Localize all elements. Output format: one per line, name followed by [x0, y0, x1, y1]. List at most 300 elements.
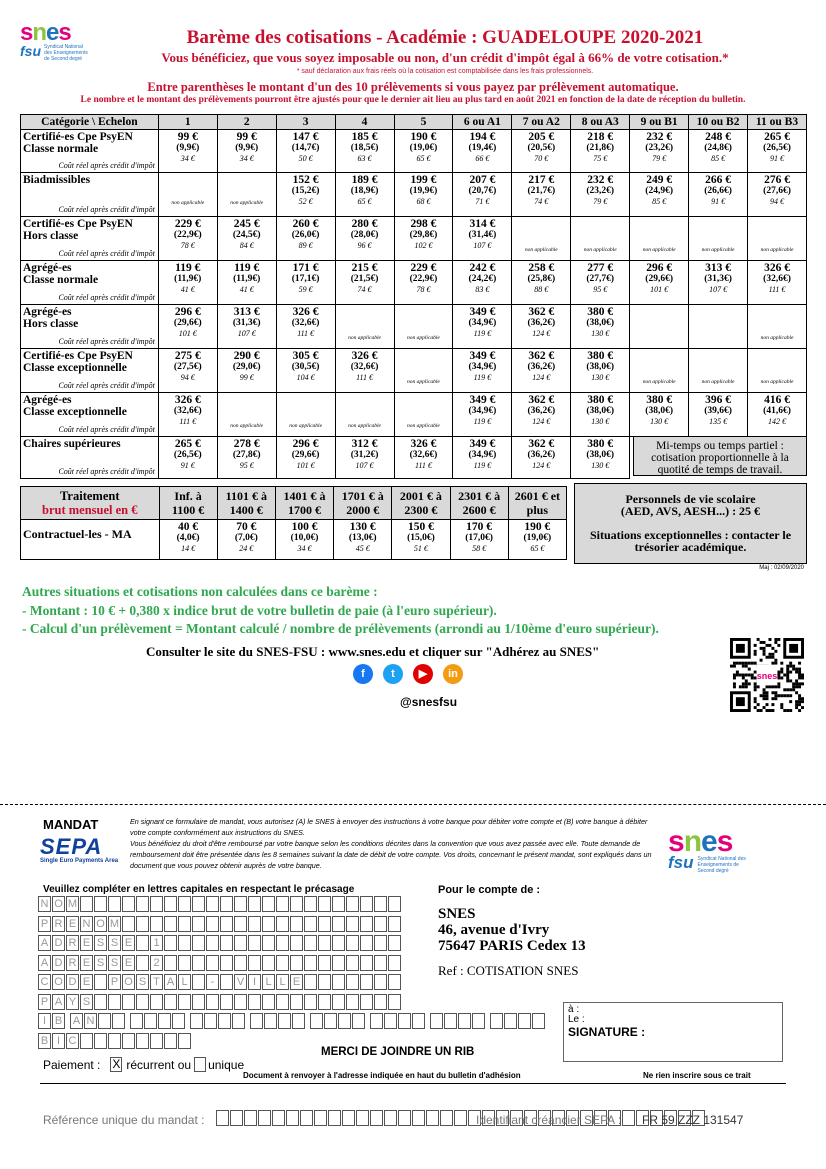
fee-value: 326 €	[764, 262, 790, 274]
category-cell	[21, 349, 159, 393]
consult-line: Consulter le site du SNES-FSU : www.snes.edu et cliquer sur "Adhérez au SNES"	[146, 644, 600, 659]
value-cell	[748, 393, 807, 437]
char-box: S	[136, 974, 149, 990]
field-row[interactable]	[38, 1013, 558, 1033]
value-cell	[217, 437, 276, 479]
qr-module	[754, 653, 757, 656]
value-cell	[158, 393, 217, 437]
qr-module	[792, 682, 795, 685]
char-box	[412, 1013, 425, 1029]
credit-label: Coût réel après crédit d'impôt	[58, 337, 155, 346]
contract-col: Inf. à 1100 €	[159, 487, 217, 520]
fee-value: 190 €	[524, 521, 551, 533]
char-box: E	[66, 916, 79, 932]
twitter-icon[interactable]: t	[383, 664, 403, 684]
qr-module	[795, 671, 798, 674]
char-box	[108, 1033, 121, 1049]
ref-char-box	[300, 1110, 313, 1126]
value-cell	[689, 217, 748, 261]
char-box	[360, 896, 373, 912]
real-cost-value: 130 €	[650, 417, 669, 426]
char-box: C	[66, 1033, 79, 1049]
char-box: S	[94, 955, 107, 971]
char-box: P	[38, 994, 51, 1010]
char-box	[234, 896, 247, 912]
fee-value: 258 €	[528, 262, 555, 274]
qr-module	[751, 676, 754, 679]
le-label: Le :	[568, 1014, 585, 1025]
value-cell	[630, 393, 689, 437]
real-cost-value: 119 €	[473, 417, 492, 426]
qr-module	[730, 665, 733, 668]
ref-char-box	[622, 1110, 635, 1126]
qr-module	[766, 703, 769, 706]
not-applicable: non applicable	[171, 200, 205, 206]
installment-value: (19,0€)	[523, 533, 552, 543]
ref-char-box	[342, 1110, 355, 1126]
qr-module	[766, 697, 769, 700]
qr-module	[795, 679, 798, 682]
ref-char-box	[356, 1110, 369, 1126]
qr-module	[760, 641, 763, 644]
fee-value: 313 €	[233, 306, 260, 318]
char-box	[332, 994, 345, 1010]
field-row[interactable]	[38, 1033, 558, 1053]
category-sublabel: Classe exceptionnelle	[23, 406, 127, 418]
real-cost-value: 130 €	[591, 329, 610, 338]
qr-module	[786, 671, 789, 674]
field-row[interactable]	[38, 994, 558, 1014]
char-box	[130, 1013, 143, 1029]
installment-value: (26,5€)	[763, 143, 791, 153]
facebook-icon[interactable]: f	[353, 664, 373, 684]
qr-module	[801, 700, 804, 703]
not-applicable: non applicable	[407, 423, 440, 429]
installment-value: (32,6€)	[173, 406, 202, 416]
char-box	[360, 955, 373, 971]
snes-logo-mandate: snes fsu Syndicat National des Enseignements de Second degré	[668, 828, 788, 884]
char-box	[346, 994, 359, 1010]
fee-value: 40 €	[178, 521, 199, 533]
char-box	[388, 935, 401, 951]
fee-value: 242 €	[469, 262, 496, 274]
other-line-1: - Montant : 10 € + 0,380 x indice brut de votre bulletin de paie (à l'euro supérieur).	[22, 603, 497, 618]
fee-value: 229 €	[174, 218, 201, 230]
real-cost-value: 59 €	[298, 285, 313, 294]
mandate-ref-label: Référence unique du mandat :	[43, 1113, 205, 1127]
fee-value: 312 €	[351, 438, 378, 450]
qr-module	[795, 703, 798, 706]
ref-char-box	[244, 1110, 257, 1126]
char-box	[346, 974, 359, 990]
char-box: A	[38, 955, 51, 971]
real-cost-value: 96 €	[357, 241, 372, 250]
char-box: N	[80, 916, 93, 932]
qr-module	[763, 641, 766, 644]
char-box	[352, 1013, 365, 1029]
qr-code[interactable]	[730, 638, 804, 712]
qr-module	[786, 694, 789, 697]
value-cell	[689, 173, 748, 217]
char-box: S	[80, 994, 93, 1010]
char-box	[122, 1033, 135, 1049]
qr-module	[786, 665, 789, 668]
char-box	[220, 916, 233, 932]
field-row[interactable]	[38, 896, 558, 916]
installment-value: (29,0€)	[232, 362, 261, 372]
value-cell	[394, 261, 453, 305]
contract-value-cell	[334, 520, 392, 560]
real-cost-value: 135 €	[709, 417, 728, 426]
value-cell	[630, 130, 689, 173]
installment-value: (25,8€)	[527, 274, 556, 284]
fee-value: 147 €	[292, 131, 319, 143]
real-cost-value: 124 €	[532, 373, 551, 382]
value-cell	[512, 305, 571, 349]
other-title: Autres situations et cotisations non calculées dans ce barème :	[22, 584, 378, 599]
qr-module	[798, 709, 801, 712]
credit-label: Coût réel après crédit d'impôt	[58, 293, 155, 302]
char-box	[332, 974, 345, 990]
char-box	[324, 1013, 337, 1029]
installment-value: (36,2€)	[527, 362, 556, 372]
char-box	[290, 935, 303, 951]
linkedin-icon[interactable]: in	[443, 664, 463, 684]
char-box	[164, 896, 177, 912]
real-cost-value: 107 €	[709, 285, 728, 294]
fee-value: 99 €	[177, 131, 198, 143]
char-box	[332, 896, 345, 912]
table-row	[21, 305, 807, 349]
installment-value: (24,9€)	[645, 186, 673, 196]
category-label: Agrégé-es	[23, 262, 72, 274]
ref-char-box	[230, 1110, 243, 1126]
installment-value: (24,8€)	[704, 143, 732, 153]
real-cost-value: 107 €	[237, 329, 256, 338]
qr-module	[748, 674, 751, 677]
real-cost-value: 130 €	[591, 373, 610, 382]
installment-value: (19,0€)	[409, 143, 438, 153]
fee-value: 130 €	[349, 521, 376, 533]
char-box	[384, 1013, 397, 1029]
installment-value: (36,2€)	[527, 318, 556, 328]
value-cell	[394, 217, 453, 261]
char-box: E	[80, 974, 93, 990]
recurrent-checkbox[interactable]: X	[112, 1057, 121, 1071]
qr-module	[771, 691, 774, 694]
not-applicable: non applicable	[760, 379, 794, 385]
qr-module	[757, 709, 760, 712]
installment-value: (39,6€)	[704, 406, 732, 416]
fee-value: 232 €	[646, 131, 673, 143]
fee-value: 194 €	[469, 131, 496, 143]
echelon-header: 7 ou A2	[512, 115, 571, 130]
real-cost-value: 41 €	[180, 285, 195, 294]
value-cell	[512, 261, 571, 305]
value-cell	[217, 349, 276, 393]
char-box: M	[109, 917, 120, 930]
installment-value: (29,6€)	[173, 318, 202, 328]
value-cell	[453, 305, 512, 349]
return-note: Document à renvoyer à l'adresse indiquée en haut du bulletin d'adhésion	[243, 1071, 521, 1080]
installment-value: (29,8€)	[409, 230, 438, 240]
fee-value: 119 €	[234, 262, 260, 274]
unique-label: unique	[208, 1057, 245, 1072]
value-cell	[158, 349, 217, 393]
fee-value: 314 €	[469, 218, 496, 230]
qr-module	[777, 674, 780, 677]
real-cost-value: 107 €	[473, 241, 492, 250]
fee-value: 266 €	[705, 174, 731, 186]
char-box	[276, 916, 289, 932]
signature-box[interactable]	[563, 1002, 783, 1062]
char-box: A	[70, 1013, 83, 1029]
qr-module	[745, 682, 748, 685]
qr-module	[786, 668, 789, 671]
qr-module	[792, 665, 795, 668]
real-cost-value: 142 €	[768, 417, 787, 426]
ref-char-box	[314, 1110, 327, 1126]
fee-value: 326 €	[292, 306, 319, 318]
mandate-ref-boxes[interactable]	[216, 1110, 706, 1128]
char-box	[472, 1013, 485, 1029]
echelon-header: 11 ou B3	[748, 115, 807, 130]
qr-module	[783, 674, 786, 677]
char-box	[80, 1033, 93, 1049]
qr-module	[789, 688, 792, 691]
fee-value: 296 €	[174, 306, 201, 318]
char-box	[304, 935, 317, 951]
separator	[40, 1083, 786, 1084]
value-cell	[217, 261, 276, 305]
qr-module	[763, 706, 766, 709]
qr-module	[798, 671, 801, 674]
char-box: D	[52, 935, 65, 951]
real-cost-value: 83 €	[475, 285, 490, 294]
char-box	[374, 916, 387, 932]
value-cell	[394, 393, 453, 437]
char-box	[192, 935, 205, 951]
value-cell	[571, 393, 630, 437]
qr-module	[798, 685, 801, 688]
qr-module	[766, 691, 769, 694]
not-applicable: non applicable	[407, 379, 440, 385]
mandate-text-1: En signant ce formulaire de mandat, vous autorisez (A) le SNES à envoyer des instructions à votre banque pour débiter votre compte et (B) votre banque à débiter votre compte conformément aux instructions du SNES.	[130, 817, 648, 837]
installment-value: (32,6€)	[409, 450, 438, 460]
page-title: Barème des cotisations - Académie : GUADELOUPE 2020-2021	[186, 27, 704, 48]
qr-module	[795, 706, 798, 709]
installment-value: (26,5€)	[173, 450, 202, 460]
char-box	[332, 955, 345, 971]
qr-module	[763, 653, 766, 656]
real-cost-value: 91 €	[770, 154, 785, 163]
char-box	[150, 896, 163, 912]
value-cell	[217, 130, 276, 173]
qr-module	[736, 674, 739, 677]
logo-fsu: fsu	[20, 43, 41, 59]
char-box	[234, 935, 247, 951]
qr-module	[789, 700, 792, 703]
char-box	[290, 994, 303, 1010]
unique-checkbox[interactable]	[194, 1057, 206, 1072]
char-box	[262, 955, 275, 971]
qr-module	[774, 697, 777, 700]
not-applicable: non applicable	[760, 247, 794, 253]
char-box	[388, 896, 401, 912]
fee-value: 265 €	[174, 438, 201, 450]
installment-value: (20,7€)	[468, 186, 497, 196]
char-box: O	[52, 896, 65, 912]
real-cost-value: 124 €	[532, 329, 551, 338]
char-box	[278, 1013, 291, 1029]
youtube-icon[interactable]: ▶	[413, 664, 433, 684]
char-box: R	[52, 916, 65, 932]
footnote: * sauf déclaration aux frais réels où la cotisation est comptabilisée dans les frais professionnels.	[296, 68, 594, 75]
credit-label: Coût réel après crédit d'impôt	[58, 425, 155, 434]
installment-value: (18,9€)	[350, 186, 379, 196]
char-box: A	[38, 935, 51, 951]
sepa-subtitle: Single Euro Payments Area	[40, 858, 119, 864]
real-cost-value: 107 €	[355, 461, 374, 470]
char-box	[164, 1033, 177, 1049]
value-cell	[335, 130, 394, 173]
value-cell	[453, 261, 512, 305]
char-box: T	[150, 974, 163, 990]
char-box	[136, 935, 149, 951]
installment-value: (9,9€)	[176, 143, 200, 153]
value-cell	[571, 217, 630, 261]
qr-module	[780, 662, 783, 665]
installment-value: (11,9€)	[233, 274, 261, 284]
char-box	[304, 916, 317, 932]
char-box	[164, 916, 177, 932]
char-box	[360, 935, 373, 951]
char-box: P	[108, 974, 121, 990]
table-row	[21, 349, 807, 393]
creditor-name: SNES	[438, 906, 476, 922]
not-applicable: non applicable	[583, 247, 617, 253]
qr-module	[733, 676, 736, 679]
qr-module	[798, 697, 801, 700]
char-box	[178, 896, 191, 912]
category-sublabel: Classe normale	[23, 143, 99, 155]
mandate-text-2: Vous bénéficiez du droit d'être remboursé par votre banque selon les conditions décrites dans la convention que vous avez passée avec elle. Toute demande de remboursement doit être présentée dans les 8 semaines suivant la date de débit de votre compte. Vos droits, concernant le présent mandat, sont expliqués dans un document que vous pouvez obtenir auprès de votre banque.	[130, 839, 652, 870]
qr-module	[748, 662, 751, 665]
value-cell	[571, 305, 630, 349]
char-box: E	[80, 935, 93, 951]
char-box	[290, 896, 303, 912]
value-cell	[689, 261, 748, 305]
char-box	[338, 1013, 351, 1029]
char-box: E	[290, 974, 303, 990]
real-cost-value: 65 €	[530, 544, 545, 553]
char-box	[150, 994, 163, 1010]
qr-module	[771, 656, 774, 659]
qr-module	[739, 685, 742, 688]
real-cost-value: 34 €	[239, 154, 254, 163]
fee-value: 296 €	[292, 438, 319, 450]
fee-value: 248 €	[705, 131, 731, 143]
real-cost-value: 85 €	[711, 154, 726, 163]
value-cell	[748, 130, 807, 173]
logo-text: snes	[20, 19, 71, 46]
qr-module	[798, 674, 801, 677]
contract-col: 1701 € à 2000 €	[334, 487, 392, 520]
contract-value-cell	[450, 520, 508, 560]
value-cell	[453, 349, 512, 393]
char-box	[276, 994, 289, 1010]
real-cost-value: 79 €	[593, 197, 608, 206]
qr-module	[777, 685, 780, 688]
char-box	[206, 935, 219, 951]
category-cell	[21, 217, 159, 261]
qr-module	[771, 685, 774, 688]
value-cell	[748, 173, 807, 217]
char-box	[172, 1013, 185, 1029]
char-box	[374, 994, 387, 1010]
value-cell	[335, 393, 394, 437]
ref-char-box	[440, 1110, 453, 1126]
value-cell	[512, 437, 571, 479]
category-cell	[21, 261, 159, 305]
qr-module	[780, 703, 783, 706]
other-line-2: - Calcul d'un prélèvement = Montant calculé / nombre de prélèvements (arrondi au 1/10ème d'euro supérieur).	[22, 621, 659, 636]
echelon-header: 9 ou B1	[630, 115, 689, 130]
fee-value: 380 €	[587, 306, 614, 318]
qr-finder-core	[736, 697, 745, 706]
not-applicable: non applicable	[348, 423, 381, 429]
fee-value: 232 €	[587, 174, 614, 186]
value-cell	[630, 261, 689, 305]
qr-module	[768, 644, 771, 647]
installment-value: (38,0€)	[645, 406, 673, 416]
qr-module	[754, 688, 757, 691]
value-cell	[394, 349, 453, 393]
not-applicable: non applicable	[642, 247, 676, 253]
value-cell	[276, 130, 335, 173]
char-box	[444, 1013, 457, 1029]
installment-value: (10,0€)	[290, 533, 319, 543]
corner-header: Catégorie \ Echelon	[21, 115, 159, 130]
char-box	[234, 916, 247, 932]
fee-value: 189 €	[351, 174, 378, 186]
real-cost-value: 24 €	[239, 544, 254, 553]
value-cell	[689, 349, 748, 393]
qr-module	[780, 694, 783, 697]
value-cell	[276, 437, 335, 479]
qr-module	[801, 706, 804, 709]
fee-value: 298 €	[410, 218, 437, 230]
installment-value: (31,3€)	[232, 318, 261, 328]
installment-value: (15,0€)	[407, 533, 435, 543]
qr-module	[748, 668, 751, 671]
recurrent-label: récurrent ou	[126, 1057, 192, 1072]
value-cell	[453, 217, 512, 261]
char-box	[94, 896, 107, 912]
char-box: S	[94, 935, 107, 951]
qr-module	[745, 679, 748, 682]
char-box	[360, 916, 373, 932]
snes-logo	[20, 19, 100, 68]
char-box	[304, 955, 317, 971]
qr-module	[745, 662, 748, 665]
real-cost-value: 95 €	[239, 461, 254, 470]
qr-module	[742, 665, 745, 668]
rib-note: MERCI DE JOINDRE UN RIB	[321, 1046, 475, 1058]
qr-module	[771, 662, 774, 665]
value-cell	[158, 437, 217, 479]
qr-module	[760, 659, 763, 662]
